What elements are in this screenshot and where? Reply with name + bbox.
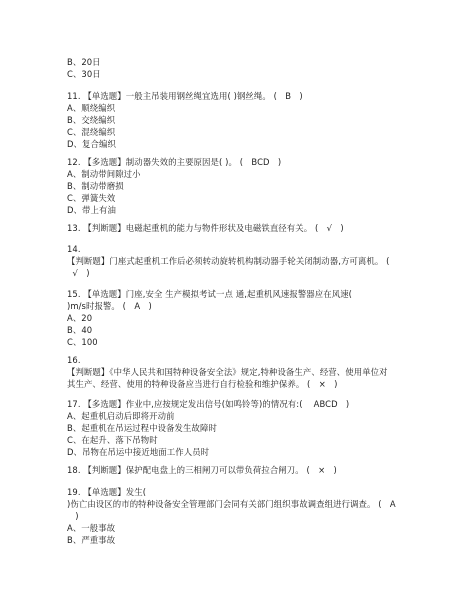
option-line: B、20日 (67, 57, 101, 67)
question-16-text-cont: 其生产、经营、使用的特种设备应当进行自行检验和维护保养。 ( × ) (67, 379, 338, 389)
option-line: B、严重事故 (67, 535, 116, 545)
question-15-text-cont: )m/s时报警。 ( A ) (67, 301, 152, 311)
option-line: A、顺绕编织 (67, 103, 116, 113)
question-14-answer: √ ) (67, 268, 90, 278)
question-19-answer: ) (67, 511, 79, 521)
option-line: B、制动带磨损 (67, 181, 124, 191)
option-line: B、40 (67, 325, 93, 335)
option-line: D、带上有油 (67, 205, 116, 215)
option-line: C、在起升、落下吊物时 (67, 435, 158, 445)
question-19-text: 19. 【单选题】发生( (67, 487, 147, 497)
question-16-number: 16. (67, 355, 81, 365)
option-line: A、20 (67, 313, 93, 323)
question-14-number: 14. (67, 244, 81, 254)
question-18-text: 18. 【判断题】保护配电盘上的三相闸刀可以带负荷拉合闸刀。 ( × ) (67, 465, 337, 475)
question-13-text: 13. 【判断题】电磁起重机的能力与物件形状及电磁铁直径有关。 ( √ ) (67, 223, 344, 233)
option-line: A、一般事故 (67, 523, 116, 533)
option-line: A、起重机启动后即将开动前 (67, 411, 175, 421)
question-11-text: 11. 【单选题】一般主吊装用钢丝绳宜选用( )钢丝绳。 ( B ) (67, 91, 303, 101)
option-line: A、制动带间隙过小 (67, 169, 141, 179)
option-line: B、起重机在吊运过程中设备发生故障时 (67, 423, 217, 433)
option-line: D、吊物在吊运中接近地面工作人员时 (67, 447, 210, 457)
question-14-text: 【判断题】门座式起重机工作后必须转动旋转机构制动器手轮关闭制动器,方可离机。 ( (67, 256, 390, 266)
question-15-text: 15. 【单选题】门座,安全 生产模拟考试一点 通,起重机风速报警器应在风速( (67, 289, 353, 299)
question-12-text: 12. 【多选题】制动器失效的主要原因是( )。 ( BCD ) (67, 157, 282, 167)
question-16-text: 【判断题】《中华人民共和国特种设备安全法》规定,特种设备生产、经营、使用单位对 (67, 367, 388, 377)
option-line: B、交绕编织 (67, 115, 116, 125)
option-line: C、混绕编织 (67, 127, 116, 137)
question-19-text-cont: )伤亡由设区的市的特种设备安全管理部门会同有关部门组织事故调查组进行调查。 ( A (67, 499, 396, 509)
option-line: C、弹簧失效 (67, 193, 116, 203)
option-line: C、100 (67, 337, 98, 347)
question-17-text: 17. 【多选题】作业中,应按规定发出信号(如鸣铃等)的情况有:( ABCD ) (67, 399, 350, 409)
option-line: D、复合编织 (67, 139, 116, 149)
option-line: C、30日 (67, 69, 101, 79)
